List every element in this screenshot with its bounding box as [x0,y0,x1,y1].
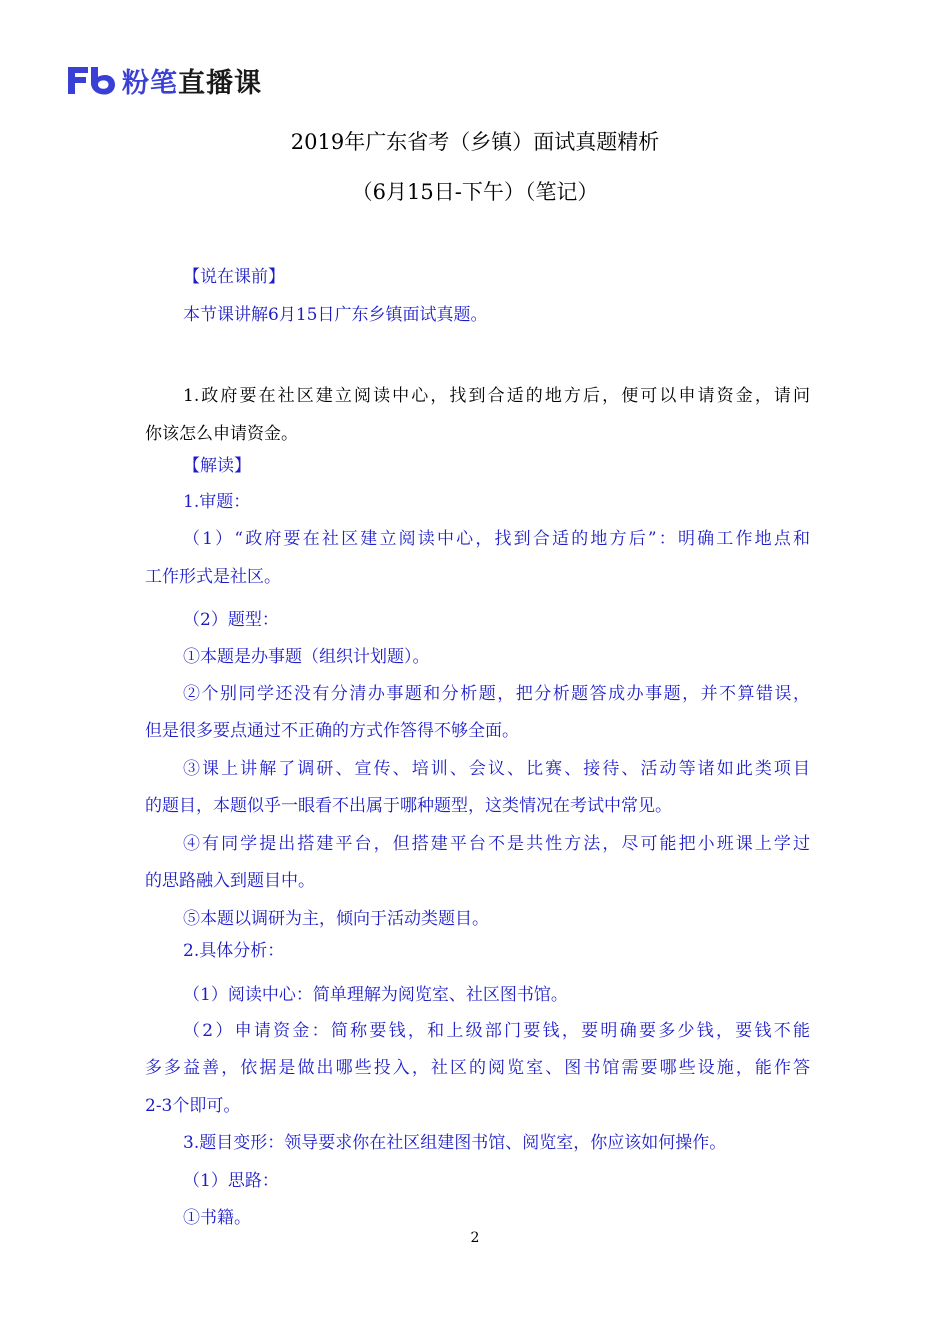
page-number: 2 [470,1230,480,1246]
point-2: （2）题型： [183,610,279,630]
question-line-1: 1.政府要在社区建立阅读中心，找到合适的地方后，便可以申请资金，请问 [183,386,810,406]
approach-item-1: ①书籍。 [183,1208,251,1228]
item-2-line-1: ②个别同学还没有分清办事题和分析题，把分析题答成办事题，并不算错误， [183,684,810,704]
item-1: ①本题是办事题（组织计划题）。 [183,647,430,667]
item-3-line-1: ③课上讲解了调研、宣传、培训、会议、比赛、接待、活动等诸如此类项目 [183,759,810,779]
item-3-line-2: 的题目，本题似乎一眼看不出属于哪种题型，这类情况在考试中常见。 [145,796,672,816]
item-5: ⑤本题以调研为主，倾向于活动类题目。 [183,909,489,929]
intro-text: 本节课讲解6月15日广东乡镇面试真题。 [183,305,488,325]
analysis-2-line-3: 2-3个即可。 [145,1096,241,1116]
document-subtitle: （6月15日-下午）（笔记） [351,180,599,204]
fb-logo-icon [66,64,116,96]
section-analysis: 2.具体分析： [183,941,285,961]
intro-heading: 【说在课前】 [183,267,285,287]
analysis-2-line-1: （2）申请资金：简称要钱，和上级部门要钱，要明确要多少钱，要钱不能 [183,1021,810,1041]
analysis-2-line-2: 多多益善，依据是做出哪些投入，社区的阅览室、图书馆需要哪些设施，能作答 [145,1058,810,1078]
item-4-line-2: 的思路融入到题目中。 [145,871,315,891]
analysis-1: （1）阅读中心：简单理解为阅览室、社区图书馆。 [183,985,568,1005]
section-variant: 3.题目变形：领导要求你在社区组建图书馆、阅览室，你应该如何操作。 [183,1133,727,1153]
point-1-line-1: （1）“政府要在社区建立阅读中心，找到合适的地方后”：明确工作地点和 [183,529,810,549]
document-title: 2019年广东省考（乡镇）面试真题精析 [290,130,660,154]
logo-text [122,61,262,100]
logo-brand: 粉笔 [122,67,178,99]
section-review: 1.审题： [183,492,251,512]
analysis-heading: 【解读】 [183,456,251,476]
logo-product: 直播课 [178,67,262,99]
logo [66,62,262,98]
item-2-line-2: 但是很多要点通过不正确的方式作答得不够全面。 [145,721,519,741]
approach-heading: （1）思路： [183,1171,279,1191]
point-1-line-2: 工作形式是社区。 [145,567,281,587]
item-4-line-1: ④有同学提出搭建平台，但搭建平台不是共性方法，尽可能把小班课上学过 [183,834,810,854]
question-line-2: 你该怎么申请资金。 [145,424,298,444]
